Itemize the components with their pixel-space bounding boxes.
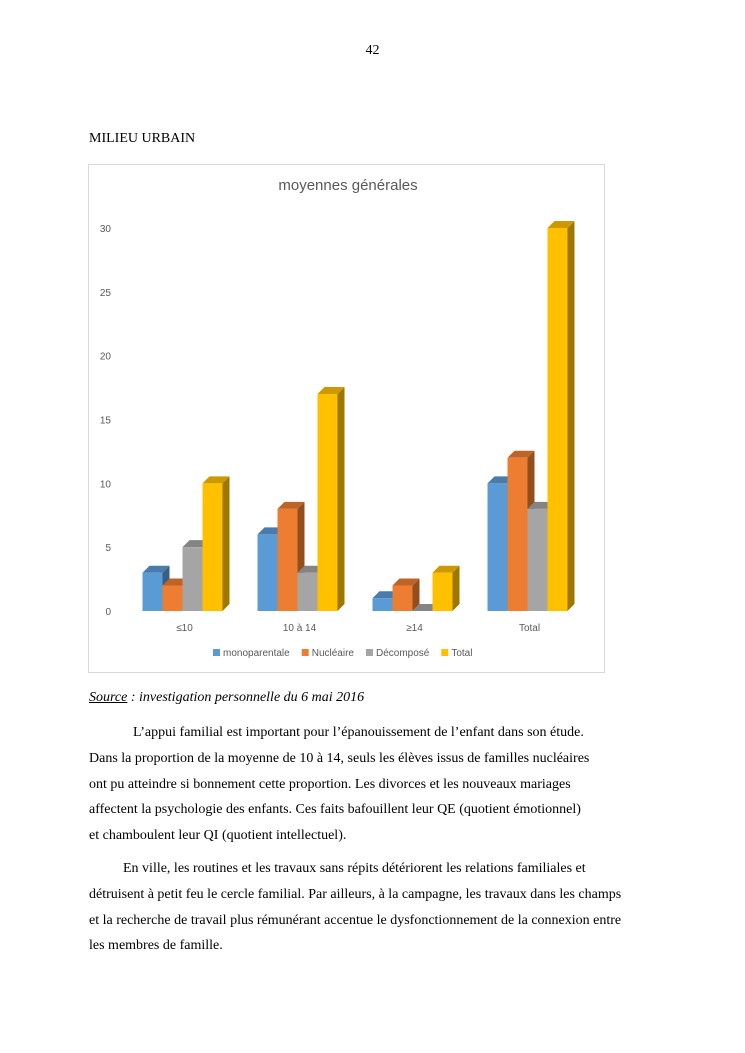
bar-front (488, 483, 508, 611)
paragraph-line: Dans la proportion de la moyenne de 10 à 14, seuls les élèves issus de familles nucléaires (89, 750, 590, 766)
paragraph-line: et chamboulent leur QI (quotient intellectuel). (89, 828, 347, 844)
paragraph-1 (89, 720, 629, 849)
x-tick-label: ≥14 (406, 623, 423, 634)
x-tick-label: ≤10 (176, 623, 193, 634)
legend-swatch (213, 649, 220, 656)
bar-front (298, 573, 318, 611)
bar-chart (89, 165, 604, 672)
bar-front (433, 573, 453, 611)
source-label: Source (89, 690, 128, 705)
bar-front (143, 573, 163, 611)
legend-label: Nucléaire (311, 648, 354, 659)
legend-item-décomposé (366, 648, 430, 659)
bar-total-2 (433, 566, 460, 611)
page-number: 42 (365, 43, 380, 58)
y-tick-label: 0 (105, 607, 111, 618)
bar-front (508, 458, 528, 611)
y-tick-label: 15 (99, 415, 111, 427)
bar-total-3 (548, 221, 575, 611)
legend-swatch (366, 649, 373, 656)
legend-label: monoparentale (223, 648, 290, 659)
chart-title: moyennes générales (278, 177, 418, 194)
bar-nucléaire-2 (393, 578, 420, 611)
bar-side (223, 476, 230, 611)
source-text: : investigation personnelle du 6 mai 2016 (127, 690, 365, 705)
legend-item-monoparentale (213, 648, 290, 659)
y-tick-label: 10 (99, 479, 111, 491)
y-tick-label: 25 (99, 287, 111, 299)
bar-front (278, 509, 298, 611)
paragraph-line: les membres de famille. (89, 938, 223, 954)
bar-side (568, 221, 575, 611)
paragraph-line: affectent la psychologie des enfants. Ces faits bafouillent leur QE (quotient émotionnel) (89, 802, 581, 818)
x-tick-label: 10 à 14 (282, 623, 317, 634)
bar-front (548, 228, 568, 611)
bar-front (318, 394, 338, 611)
bar-total-1 (318, 387, 345, 611)
chart-container (88, 164, 605, 673)
paragraph-line: détruisent à petit feu le cercle familial. Par ailleurs, à la campagne, les travaux dans les champs (89, 886, 622, 902)
y-tick-label: 5 (105, 543, 111, 555)
paragraph-line: En ville, les routines et les travaux sans répits détériorent les relations familiales et (123, 861, 586, 876)
y-tick-label: 20 (99, 351, 111, 363)
bar-front (373, 598, 393, 611)
legend-swatch (441, 649, 448, 656)
bar-total-0 (203, 476, 230, 611)
legend-item-nucléaire (302, 648, 355, 659)
legend-swatch (302, 649, 309, 656)
section-heading: MILIEU URBAIN (89, 131, 196, 146)
bar-side (453, 566, 460, 611)
x-tick-label: Total (518, 623, 541, 634)
bar-front (163, 585, 183, 611)
bar-side (338, 387, 345, 611)
paragraph-line: L’appui familial est important pour l’épanouissement de l’enfant dans son étude. (133, 725, 584, 740)
bar-front (258, 534, 278, 611)
paragraph-2 (89, 856, 664, 959)
legend-item-total (441, 648, 472, 659)
bar-front (393, 585, 413, 611)
y-tick-label: 30 (99, 224, 111, 235)
bar-front (528, 509, 548, 611)
legend-label: Total (451, 648, 473, 659)
figure-source (89, 690, 364, 706)
legend-label: Décomposé (375, 648, 430, 659)
paragraph-line: et la recherche de travail plus rémunérant accentue le dysfonctionnement de la connexion entre (89, 912, 622, 928)
paragraph-line: ont pu atteindre si bonnement cette proportion. Les divorces et les nouveaux mariages (89, 776, 571, 792)
bar-front (183, 547, 203, 611)
bar-front (203, 483, 223, 611)
